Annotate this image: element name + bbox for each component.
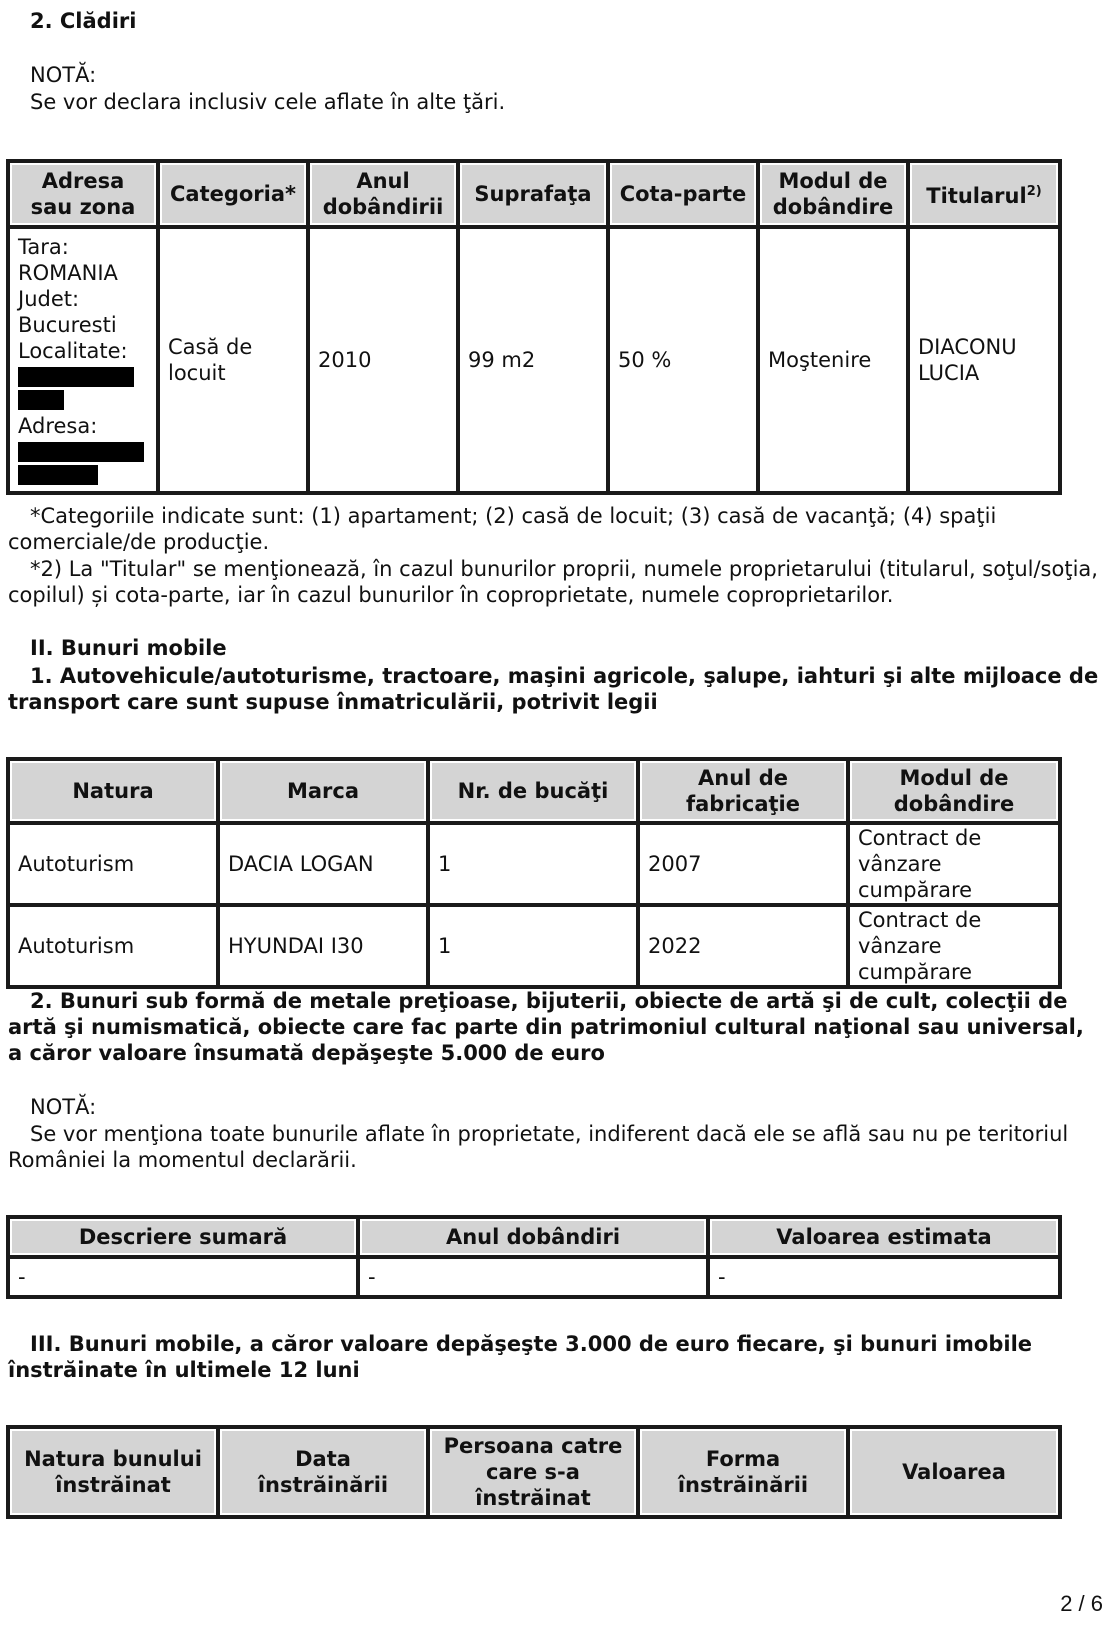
cell-nr-bucati: 1 (430, 825, 640, 907)
note-label: NOTĂ: (30, 1095, 97, 1119)
col-header-natura: Natura (10, 761, 220, 825)
cladiri-table (6, 159, 1062, 495)
redaction-block (18, 442, 144, 462)
cell-anul-fabricatie: 2022 (640, 907, 850, 989)
col-header-valoarea-estimata: Valoarea estimata (710, 1219, 1062, 1259)
cell-adresa (10, 229, 160, 495)
footnote-titular: *2) La "Titular" se menţionează, în cazul bunurilor proprii, numele proprietarului (titularul, soţul/soţia, copilul) și cota-parte, iar în cazul bunurilor în coproprietate, numele coproprietarilor. (8, 557, 1098, 607)
col-header-modul-dobandire: Modul de dobândire (850, 761, 1062, 825)
table-row (10, 907, 1062, 989)
cell-natura: Autoturism (10, 825, 220, 907)
col-header-anul-fabricatie: Anul de fabricaţie (640, 761, 850, 825)
footnote-categorii: *Categoriile indicate sunt: (1) apartament; (2) casă de locuit; (3) casă de vacanţă; (4) spaţii comerciale/de producţie. (8, 504, 997, 554)
col-header-marca: Marca (220, 761, 430, 825)
cell-anul: 2010 (310, 229, 460, 495)
col-header-data-instrainarii: Data înstrăinării (220, 1429, 430, 1519)
col-header-adresa: Adresa sau zona (10, 163, 160, 229)
col-header-modul: Modul de dobândire (760, 163, 910, 229)
section-heading-cladiri: 2. Clădiri (30, 9, 137, 33)
table-row (10, 825, 1062, 907)
col-header-cota: Cota-parte (610, 163, 760, 229)
note-text: Se vor declara inclusiv cele aflate în alte ţări. (30, 90, 506, 114)
col-header-nr-bucati: Nr. de bucăţi (430, 761, 640, 825)
cell-valoarea-estimata: - (710, 1259, 1062, 1299)
col-header-titular: Titularul$^{2)}$ (910, 163, 1062, 229)
subheading-autovehicule: 1. Autovehicule/autoturisme, tractoare, maşini agricole, şalupe, iahturi şi alte mijloace de transport care sunt supuse înmatriculării, potrivit legii (8, 664, 1099, 714)
redaction-block (18, 367, 134, 387)
col-header-categoria: Categoria* (160, 163, 310, 229)
redaction-block (18, 465, 98, 485)
section-heading-instrainate: III. Bunuri mobile, a căror valoare depăşeşte 3.000 de euro fiecare, şi bunuri imobile înstrăinate în ultimele 12 luni (8, 1332, 1033, 1382)
address-line: Tara: (18, 235, 69, 259)
page-number: 2 / 6 (1060, 1591, 1103, 1616)
cell-cota: 50 % (610, 229, 760, 495)
redaction-block (18, 390, 64, 410)
cell-nr-bucati: 1 (430, 907, 640, 989)
note-text: Se vor menţiona toate bunurile aflate în proprietate, indiferent dacă ele se află sau nu pe teritoriul României la momentul declarării. (8, 1122, 1069, 1172)
instrainate-table (6, 1425, 1062, 1519)
cell-modul-dobandire: Contract de vânzare cumpărare (850, 907, 1062, 989)
cell-modul-dobandire: Contract de vânzare cumpărare (850, 825, 1062, 907)
metale-table (6, 1215, 1062, 1299)
autovehicule-table (6, 757, 1062, 989)
address-line: Localitate: (18, 339, 128, 363)
address-label: Adresa: (18, 414, 98, 438)
col-header-anul-dobandiri: Anul dobândiri (360, 1219, 710, 1259)
cell-anul-fabricatie: 2007 (640, 825, 850, 907)
cell-descriere: - (10, 1259, 360, 1299)
cell-modul: Moştenire (760, 229, 910, 495)
col-header-persoana: Persoana catre care s-a înstrăinat (430, 1429, 640, 1519)
address-line: Judet: (18, 287, 80, 311)
cell-suprafata: 99 m2 (460, 229, 610, 495)
col-header-natura-bunului: Natura bunului înstrăinat (10, 1429, 220, 1519)
cell-marca: HYUNDAI I30 (220, 907, 430, 989)
section-heading-mobile: II. Bunuri mobile (30, 636, 227, 660)
col-header-valoarea: Valoarea (850, 1429, 1062, 1519)
note-label: NOTĂ: (30, 63, 97, 87)
titular-superscript: 2) (1026, 184, 1042, 199)
col-header-descriere: Descriere sumară (10, 1219, 360, 1259)
col-header-suprafata: Suprafaţa (460, 163, 610, 229)
address-line: Bucuresti (18, 313, 117, 337)
subheading-metale-pretioase: 2. Bunuri sub formă de metale preţioase, bijuterii, obiecte de artă şi de cult, colecţii de artă şi numismatică, obiecte care fac parte din patrimoniul cultural naţional sau universal, a căror valoare însumată depăşeşte 5.000 de euro (8, 989, 1084, 1065)
cell-anul-dobandiri: - (360, 1259, 710, 1299)
table-row (10, 1259, 1062, 1299)
cell-marca: DACIA LOGAN (220, 825, 430, 907)
col-header-forma-instrainarii: Forma înstrăinării (640, 1429, 850, 1519)
address-line: ROMANIA (18, 261, 118, 285)
cell-natura: Autoturism (10, 907, 220, 989)
cell-titular: DIACONU LUCIA (910, 229, 1062, 495)
cell-categoria: Casă de locuit (160, 229, 310, 495)
col-header-anul: Anul dobândirii (310, 163, 460, 229)
